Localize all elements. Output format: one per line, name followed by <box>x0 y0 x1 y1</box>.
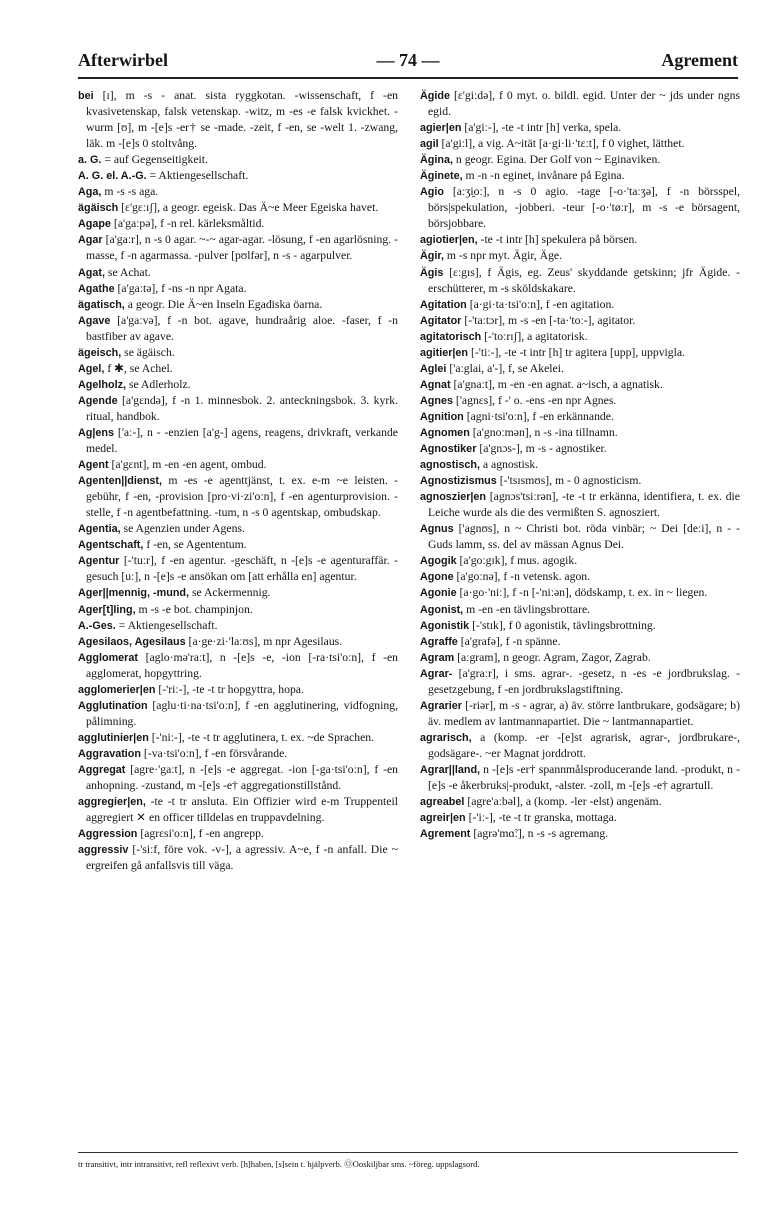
entry-definition: se Achat. <box>105 265 151 279</box>
entry-definition: [a'grafə], f -n spänne. <box>457 634 561 648</box>
entry-headword: Agathe <box>78 282 115 295</box>
dictionary-page <box>78 44 738 1194</box>
entry-headword: agil <box>420 138 439 151</box>
dictionary-entry <box>420 730 740 762</box>
entry-headword: Agnomen <box>420 426 470 439</box>
entry-headword: Agat, <box>78 266 105 279</box>
entry-headword: agier|en <box>420 122 462 135</box>
dictionary-entry <box>420 473 740 489</box>
entry-definition: [agnɔs'tsiːrən], -te -t tr erkänna, identifiera, t. ex. die Leiche wurde als die des vermißten S. agnosziert. <box>428 490 740 520</box>
dictionary-entry <box>78 377 398 393</box>
entry-definition: [ɪ], m -s - anat. sista ryggkotan. -wissenschaft, f -en kvasivetenskap, falsk vetenskap. -witz, m -es -e falsk kvickhet. -wurm [ʊ], m -[e]s -er† se -made. -zeit, f -en, se -welt 1. -zwang, läk. m -[e]s 0 stoltvång. <box>86 89 398 151</box>
dictionary-entry <box>78 473 398 521</box>
dictionary-entry <box>420 265 740 297</box>
entry-headword: agitier|en <box>420 346 469 359</box>
entry-definition: [a·gi·ta·tsi'oːn], f -en agitation. <box>466 297 615 311</box>
entry-definition: [ɛ'giːdə], f 0 myt. o. bildl. egid. Unter der ~ jds under ngns egid. <box>428 89 740 119</box>
dictionary-entry <box>420 553 740 569</box>
entry-definition: m -s -e bot. champinjon. <box>135 602 253 616</box>
entry-headword: Agio <box>420 186 444 199</box>
entry-headword: Agonistik <box>420 619 470 632</box>
dictionary-entry <box>78 553 398 585</box>
entry-headword: ägatisch, <box>78 298 125 311</box>
page-number: — 74 — <box>376 50 440 70</box>
entry-definition: [-'iː-], -te -t tr granska, mottaga. <box>465 811 617 825</box>
dictionary-entry <box>78 297 398 313</box>
dictionary-entry <box>78 794 398 826</box>
entry-headword: Agrarier <box>420 699 463 712</box>
entry-headword: Aggravation <box>78 747 141 760</box>
dictionary-entry <box>78 682 398 698</box>
entry-definition: [-'siːf, före vok. -v-], a agressiv. A~e, f -n anfall. Die ~ ergreifen gå anfallsvis till väga. <box>86 843 398 873</box>
entry-headword: Agitation <box>420 298 467 311</box>
entry-definition: [-va·tsi'oːn], f -en försvårande. <box>141 746 288 760</box>
dictionary-entry <box>420 168 740 184</box>
entry-definition: [-riər], m -s - agrar, a) äv. större lantbrukare, godsägare; b) äv. medlem av lantmannapartiet. Die ~ lantmannapartiet. <box>428 698 740 728</box>
dictionary-entry <box>78 200 398 216</box>
entry-headword: A. G. el. A.-G. <box>78 170 147 183</box>
entry-definition: [agrə'mɑ̃ː], n -s -s agremang. <box>470 827 609 841</box>
dictionary-entry <box>78 232 398 264</box>
entry-headword: Agelholz, <box>78 378 126 391</box>
left-column <box>78 88 398 874</box>
entry-headword: Agentschaft, <box>78 539 144 552</box>
entry-headword: agitatorisch <box>420 330 482 343</box>
entry-headword: Agentia, <box>78 523 121 536</box>
entry-headword: Agrar||land, <box>420 763 481 776</box>
entry-headword: Aggression <box>78 828 138 841</box>
entry-headword: Agentur <box>78 555 120 568</box>
dictionary-entry <box>78 345 398 361</box>
entry-definition: [a'goːgɪk], f mus. agogik. <box>456 554 578 568</box>
entry-headword: agnostisch, <box>420 459 480 472</box>
entry-headword: Aggregat <box>78 763 126 776</box>
entry-headword: agglomerier|en <box>78 683 156 696</box>
dictionary-entry <box>78 537 398 553</box>
entry-definition: se Agenzien under Agens. <box>120 522 245 536</box>
entry-headword: Aglei <box>420 362 447 375</box>
dictionary-entry <box>420 297 740 313</box>
dictionary-entry <box>420 441 740 457</box>
entry-definition: [a'giː-], -te -t intr [h] verka, spela. <box>461 121 622 135</box>
dictionary-entry <box>78 425 398 457</box>
entry-headword: Agrar- <box>420 667 453 680</box>
entry-headword: Agnostizismus <box>420 475 497 488</box>
header-last-word: Agrement <box>661 50 738 70</box>
dictionary-entry <box>420 569 740 585</box>
dictionary-entry <box>78 265 398 281</box>
entry-definition: [agre·'gaːt], n -[e]s -e aggregat. -ion [-ga·tsi'oːn], f -en anhopning. -zustand, m -[e]s -e† aggregationstillstånd. <box>86 762 398 793</box>
entry-definition: se Adlerholz. <box>126 377 191 391</box>
entry-headword: Ag|ens <box>78 426 115 439</box>
entry-definition: [a'gnaːt], m -en -en agnat. a~isch, a agnatisk. <box>450 377 663 391</box>
dictionary-entry <box>420 88 740 120</box>
entry-definition: [a'gɛnt], m -en -en agent, ombud. <box>108 458 267 472</box>
dictionary-entry <box>420 409 740 425</box>
entry-headword: Agende <box>78 394 118 407</box>
dictionary-entry <box>78 634 398 650</box>
entry-headword: Agar <box>78 234 103 247</box>
entry-definition: a geogr. Die Ä~en Inseln Egadiska öarna. <box>124 297 323 311</box>
header-first-word: Afterwirbel <box>78 50 168 70</box>
dictionary-entry <box>420 120 740 136</box>
entry-definition: [-'tsɪsmʊs], m - 0 agnosticism. <box>496 474 642 488</box>
entry-headword: Agrement <box>420 828 471 841</box>
entry-headword: Agesilaos, Agesilaus <box>78 635 186 648</box>
dictionary-entry <box>78 585 398 601</box>
entry-headword: Agraffe <box>420 635 458 648</box>
entry-headword: agreabel <box>420 796 465 809</box>
entry-headword: agrarisch, <box>420 731 472 744</box>
entry-definition: [a'giːl], a vig. A~ität [a·gi·li·'tɛːt], f 0 vighet, lätthet. <box>438 137 685 151</box>
dictionary-entry <box>420 826 740 842</box>
entry-headword: Agnostiker <box>420 443 477 456</box>
dictionary-entry <box>420 184 740 232</box>
entry-columns <box>78 88 738 1158</box>
entry-headword: Ager[t]ling, <box>78 603 136 616</box>
entry-definition: [agni·tsi'oːn], f -en erkännande. <box>463 409 614 423</box>
entry-definition: se ägäisch. <box>121 345 175 359</box>
dictionary-entry <box>420 489 740 521</box>
dictionary-entry <box>78 842 398 874</box>
dictionary-entry <box>420 329 740 345</box>
dictionary-entry <box>78 361 398 377</box>
entry-headword: bei <box>78 90 94 102</box>
entry-definition: [aglu·ti·na·tsi'oːn], f -en agglutinering, vidfogning, pålimning. <box>86 698 398 728</box>
entry-definition: a agnostisk. <box>480 458 539 472</box>
entry-headword: Agonist, <box>420 603 464 616</box>
entry-headword: Agone <box>420 571 454 584</box>
entry-definition: m -s -s aga. <box>101 185 159 199</box>
entry-definition: m -s npr myt. Ägir, Äge. <box>444 249 563 263</box>
entry-headword: Agonie <box>420 587 457 600</box>
entry-definition: [-'niː-], -te -t tr agglutinera, t. ex. ~de Sprachen. <box>148 730 375 744</box>
header-rule <box>78 77 738 79</box>
dictionary-entry <box>420 232 740 248</box>
entry-definition: [-'tiː-], -te -t intr [h] tr agitera [upp], uppvigla. <box>468 345 685 359</box>
entry-headword: Ägide <box>420 90 450 102</box>
dictionary-entry <box>420 618 740 634</box>
dictionary-entry <box>78 184 398 200</box>
entry-definition: [-'toːrɪʃ], a agitatorisk. <box>481 329 588 343</box>
dictionary-entry <box>420 666 740 698</box>
entry-definition: m -n -n eginet, invånare på Egina. <box>462 169 625 183</box>
entry-headword: Agogik <box>420 555 457 568</box>
entry-definition: [a'goːnə], f -n vetensk. agon. <box>453 570 591 584</box>
entry-definition: f -en, se Agententum. <box>143 538 247 552</box>
dictionary-entry <box>78 730 398 746</box>
dictionary-entry <box>78 746 398 762</box>
entry-definition: [a'gnoːmən], n -s -ina tillnamn. <box>469 425 618 439</box>
entry-definition: ['aː-], n - -enzien [a'g-] agens, reagens, drivkraft, verkande medel. <box>86 425 398 456</box>
entry-definition: [agre'aːbəl], a (komp. -ler -elst) angenäm. <box>464 795 662 809</box>
dictionary-entry <box>420 634 740 650</box>
entry-definition: ['agnʊs], n ~ Christi bot. röda vinbär; ~ Dei [deːi], n - - Guds lamm, ss. del av mässan Agnus Dei. <box>428 522 740 552</box>
dictionary-entry <box>420 794 740 810</box>
entry-definition: [-'riː-], -te -t tr hopgyttra, hopa. <box>155 682 304 696</box>
entry-headword: Agglutination <box>78 699 148 712</box>
entry-definition: n geogr. Egina. Der Golf von ~ Eginaviken. <box>453 153 661 167</box>
entry-headword: Agnus <box>420 523 454 536</box>
dictionary-entry <box>78 762 398 794</box>
dictionary-entry <box>78 88 398 152</box>
entry-definition: a (komp. -er -[e]st agrarisk, agrar-, jordbrukare-, godsägare-. ~er Magnat jorddrott. <box>428 730 740 760</box>
entry-definition: se Ackermennig. <box>189 586 271 600</box>
dictionary-entry <box>420 393 740 409</box>
dictionary-entry <box>420 762 740 794</box>
dictionary-entry <box>78 698 398 730</box>
page-header <box>78 44 738 78</box>
entry-definition: m -en -en tävlingsbrottare. <box>463 602 591 616</box>
entry-headword: agiotier|en, <box>420 234 478 247</box>
entry-definition: [aːgram], n geogr. Agram, Zagor, Zagrab. <box>454 650 651 664</box>
entry-definition: -te -t tr ansluta. Ein Offizier wird e-m Truppenteil aggregiert ✕ en officer tilldelas en truppavdelning. <box>86 795 398 825</box>
entry-definition: [a·go·'niː], f -n [-'niːən], dödskamp, t. ex. in ~ liegen. <box>456 586 708 600</box>
dictionary-entry <box>78 521 398 537</box>
dictionary-entry <box>420 345 740 361</box>
entry-headword: Ägir, <box>420 250 444 263</box>
entry-definition: [-'taːtɔr], m -s -en [-ta·'toː-], agitator. <box>461 313 636 327</box>
entry-definition: m -es -e agenttjänst, t. ex. e-m ~e leisten. -gebühr, f -en, -provision [pro·vi·zi'oːn], f -en agenturprovision. -stelle, f -n agentbefattning. -tum, n -s 0 agentskap, ombudskap. <box>86 474 398 520</box>
entry-definition: [a'gaːr], n -s 0 agar. ~-~ agar-agar. -lösung, f -en agarlösning. -masse, f -n agarmassa. -pulver [pʊlfər], n -s - agarpulver. <box>86 233 398 263</box>
dictionary-entry <box>420 152 740 168</box>
dictionary-entry <box>78 602 398 618</box>
dictionary-entry <box>420 810 740 826</box>
dictionary-entry <box>78 618 398 634</box>
abbreviation-legend: tr transitivt, intr intransitivt, refl reflexivt verb. [h]haben, [s]sein t. hjälpverb. ⓄOoskiljbar sms. ~föreg. uppslagsord. <box>78 1159 480 1169</box>
entry-definition: ['agnɛs], f -' o. -ens -en npr Agnes. <box>453 393 617 407</box>
entry-headword: Äginete, <box>420 170 463 183</box>
page-footer <box>78 1152 738 1176</box>
entry-definition: = Aktiengesellschaft. <box>115 618 218 632</box>
entry-definition: ['aːglai, a'-], f, se Akelei. <box>446 361 564 375</box>
dictionary-entry <box>78 826 398 842</box>
entry-definition: n -[e]s -er† spannmålsproducerande land. -produkt, n -[e]s -e åkerbruks|-produkt, -alster. -zoll, m -[e]s -e† agrartull. <box>428 762 740 793</box>
entry-headword: aggregier|en, <box>78 796 146 809</box>
entry-definition: -te -t intr [h] spekulera på börsen. <box>477 233 638 247</box>
entry-definition: [ɛːgɪs], f Ägis, eg. Zeus' skyddande getskinn; jfr Ägide. -erschütterer, m -s sköldskakare. <box>428 265 740 295</box>
entry-definition: = Aktiengesellschaft. <box>146 169 249 183</box>
entry-headword: Ager||mennig, -mund, <box>78 587 190 600</box>
entry-headword: Agnat <box>420 378 451 391</box>
dictionary-entry <box>420 650 740 666</box>
entry-definition: f ✱, se Achel. <box>104 361 173 375</box>
dictionary-entry <box>78 313 398 345</box>
entry-headword: Agglomerat <box>78 651 138 664</box>
entry-headword: Agave <box>78 314 111 327</box>
entry-headword: Ägina, <box>420 154 453 167</box>
dictionary-entry <box>78 457 398 473</box>
entry-headword: Aga, <box>78 186 102 199</box>
dictionary-entry <box>420 425 740 441</box>
dictionary-entry <box>78 650 398 682</box>
dictionary-entry <box>420 457 740 473</box>
entry-definition: [ɛ'gɛːɪʃ], a geogr. egeisk. Das Ä~e Meer Egeiska havet. <box>118 201 379 215</box>
entry-definition: [aglo·mə'raːt], n -[e]s -e, -ion [-ra·tsi'oːn], f -en agglomerat, hopgyttring. <box>86 650 398 680</box>
dictionary-entry <box>78 281 398 297</box>
entry-definition: [a'gaːpə], f -n rel. kärleksmåltid. <box>111 217 265 231</box>
entry-definition: [-'tuːr], f -en agentur. -geschäft, n -[e]s -e agenturaffär. -gesuch [uː], n -[e]s -e ansökan om [att erhålla en] agentur. <box>86 554 398 584</box>
entry-definition: [a'gnɔs-], m -s - agnostiker. <box>476 442 607 456</box>
entry-definition: [a'graːr], i sms. agrar-. -gesetz, n -es -e jordbrukslag. -gesetzgebung, f -en jordbrukslagstiftning. <box>428 666 740 696</box>
entry-headword: aggressiv <box>78 844 129 857</box>
entry-headword: agglutinier|en <box>78 731 149 744</box>
dictionary-entry <box>420 585 740 601</box>
entry-headword: A.-Ges. <box>78 619 116 632</box>
dictionary-entry <box>420 361 740 377</box>
right-column <box>420 88 740 842</box>
entry-headword: a. G. <box>78 154 102 167</box>
entry-headword: Agitator <box>420 314 462 327</box>
entry-headword: Ägis <box>420 266 444 279</box>
dictionary-entry <box>420 521 740 553</box>
dictionary-entry <box>420 602 740 618</box>
entry-headword: ägäisch <box>78 202 119 215</box>
dictionary-entry <box>78 216 398 232</box>
entry-definition: [agrɛsi'oːn], f -en angrepp. <box>137 827 264 841</box>
entry-headword: Agenten||dienst, <box>78 475 163 488</box>
dictionary-entry <box>78 168 398 184</box>
dictionary-entry <box>420 377 740 393</box>
entry-headword: Agnes <box>420 394 453 407</box>
entry-definition: [a·ge·zi·'laːʊs], m npr Agesilaus. <box>185 634 343 648</box>
dictionary-entry <box>420 248 740 264</box>
entry-definition: [a'gaːvə], f -n bot. agave, hundraårig aloe. -faser, f -n bastfiber av agave. <box>86 313 398 343</box>
entry-headword: Agel, <box>78 362 105 375</box>
footer-rule <box>78 1152 738 1153</box>
entry-headword: agreir|en <box>420 812 466 825</box>
entry-definition: [-'stɪk], f 0 agonistik, tävlingsbrottning. <box>469 618 656 632</box>
entry-definition: [aːʒi̯oː], n -s 0 agio. -tage [-o·'taːʒə], f -n börsspel, börs|spekulation, -jobberi. -teur [-o·'tøːr], m -s -e börsagent, börsjobbare. <box>428 185 740 231</box>
dictionary-entry <box>78 152 398 168</box>
entry-headword: Agnition <box>420 410 464 423</box>
dictionary-entry <box>78 393 398 425</box>
dictionary-entry <box>420 698 740 730</box>
entry-headword: Agape <box>78 218 111 231</box>
entry-definition: = auf Gegenseitigkeit. <box>101 153 208 167</box>
dictionary-entry <box>420 313 740 329</box>
entry-headword: Agram <box>420 651 455 664</box>
entry-headword: Agent <box>78 459 109 472</box>
entry-headword: agnoszier|en <box>420 491 487 504</box>
dictionary-entry <box>420 136 740 152</box>
entry-headword: ägeisch, <box>78 346 122 359</box>
entry-definition: [a'gɛndə], f -n 1. minnesbok. 2. anteckningsbok. 3. kyrk. ritual, handbok. <box>86 393 398 423</box>
entry-definition: [a'gaːtə], f -ns -n npr Agata. <box>114 281 247 295</box>
